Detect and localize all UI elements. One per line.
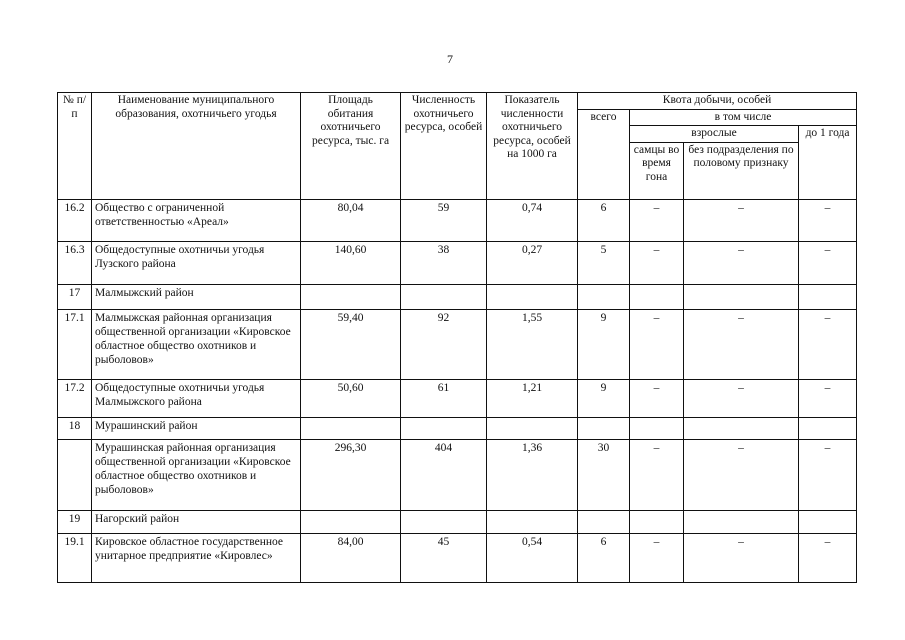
cell-no-division: – [684,439,799,510]
cell-area: 80,04 [301,199,401,241]
cell-total: 6 [578,533,630,582]
cell-indicator [487,284,578,309]
header-quota: Квота добычи, особей [578,93,857,110]
header-indicator: Показатель численности охотничьего ресурса, особей на 1000 га [487,93,578,200]
table-row [58,199,857,241]
cell-population [401,510,487,533]
cell-no-division: – [684,379,799,417]
cell-under1: – [799,439,857,510]
cell-area: 84,00 [301,533,401,582]
cell-no-division: – [684,309,799,379]
cell-name: Малмыжский район [92,284,301,309]
cell-no-division: – [684,241,799,284]
cell-area [301,510,401,533]
header-males: самцы во время гона [630,142,684,199]
header-adults: взрослые [630,126,799,143]
cell-population [401,284,487,309]
cell-num: 16.3 [58,241,92,284]
page-number: 7 [447,52,453,66]
cell-no-division [684,510,799,533]
cell-num: 17.1 [58,309,92,379]
cell-num: 19.1 [58,533,92,582]
header-name: Наименование муниципального образования, охотничьего угодья [92,93,301,200]
cell-area [301,417,401,439]
cell-no-division [684,284,799,309]
table-row [58,241,857,284]
cell-num: 17.2 [58,379,92,417]
header-num: № п/п [58,93,92,200]
header-total: всего [578,109,630,199]
section-row [58,510,857,533]
cell-num: 19 [58,510,92,533]
cell-indicator [487,417,578,439]
cell-indicator: 0,54 [487,533,578,582]
cell-total [578,510,630,533]
cell-under1: – [799,533,857,582]
cell-num: 18 [58,417,92,439]
cell-num: 17 [58,284,92,309]
cell-indicator: 0,74 [487,199,578,241]
cell-name: Кировское областное государственное унитарное предприятие «Кировлес» [92,533,301,582]
cell-area: 50,60 [301,379,401,417]
cell-males: – [630,379,684,417]
cell-name: Мурашинский район [92,417,301,439]
cell-indicator [487,510,578,533]
cell-no-division: – [684,199,799,241]
header-row-1 [58,93,857,110]
cell-name: Общедоступные охотничьи угодья Малмыжского района [92,379,301,417]
cell-indicator: 0,27 [487,241,578,284]
cell-area: 140,60 [301,241,401,284]
table-row [58,439,857,510]
cell-males [630,417,684,439]
cell-name: Общество с ограниченной ответственностью «Ареал» [92,199,301,241]
quota-table [57,92,857,583]
header-including: в том числе [630,109,857,126]
cell-no-division: – [684,533,799,582]
cell-population: 59 [401,199,487,241]
cell-population [401,417,487,439]
table-row [58,379,857,417]
cell-population: 92 [401,309,487,379]
cell-under1: – [799,309,857,379]
cell-males: – [630,199,684,241]
cell-indicator: 1,55 [487,309,578,379]
cell-area: 296,30 [301,439,401,510]
cell-population: 404 [401,439,487,510]
table-row [58,533,857,582]
cell-total: 5 [578,241,630,284]
cell-num [58,439,92,510]
cell-indicator: 1,21 [487,379,578,417]
cell-name: Малмыжская районная организация общественной организации «Кировское областное общество охотников и рыболовов» [92,309,301,379]
cell-under1 [799,417,857,439]
cell-males [630,284,684,309]
header-population: Численность охотничьего ресурса, особей [401,93,487,200]
cell-males: – [630,309,684,379]
header-area: Площадь обитания охотничьего ресурса, тыс. га [301,93,401,200]
cell-population: 45 [401,533,487,582]
cell-no-division [684,417,799,439]
cell-total: 9 [578,379,630,417]
cell-males: – [630,241,684,284]
cell-under1: – [799,379,857,417]
cell-population: 61 [401,379,487,417]
cell-name: Мурашинская районная организация общественной организации «Кировское областное общество охотников и рыболовов» [92,439,301,510]
cell-total: 9 [578,309,630,379]
cell-name: Общедоступные охотничьи угодья Лузского района [92,241,301,284]
header-no-division: без подразделения по половому признаку [684,142,799,199]
cell-num: 16.2 [58,199,92,241]
cell-area [301,284,401,309]
cell-total [578,284,630,309]
cell-total: 30 [578,439,630,510]
cell-under1 [799,510,857,533]
cell-males: – [630,533,684,582]
cell-population: 38 [401,241,487,284]
section-row [58,417,857,439]
cell-area: 59,40 [301,309,401,379]
cell-indicator: 1,36 [487,439,578,510]
cell-males: – [630,439,684,510]
cell-under1: – [799,199,857,241]
table-row [58,309,857,379]
header-under1: до 1 года [799,126,857,200]
section-row [58,284,857,309]
cell-total [578,417,630,439]
cell-males [630,510,684,533]
cell-name: Нагорский район [92,510,301,533]
cell-under1 [799,284,857,309]
cell-total: 6 [578,199,630,241]
cell-under1: – [799,241,857,284]
